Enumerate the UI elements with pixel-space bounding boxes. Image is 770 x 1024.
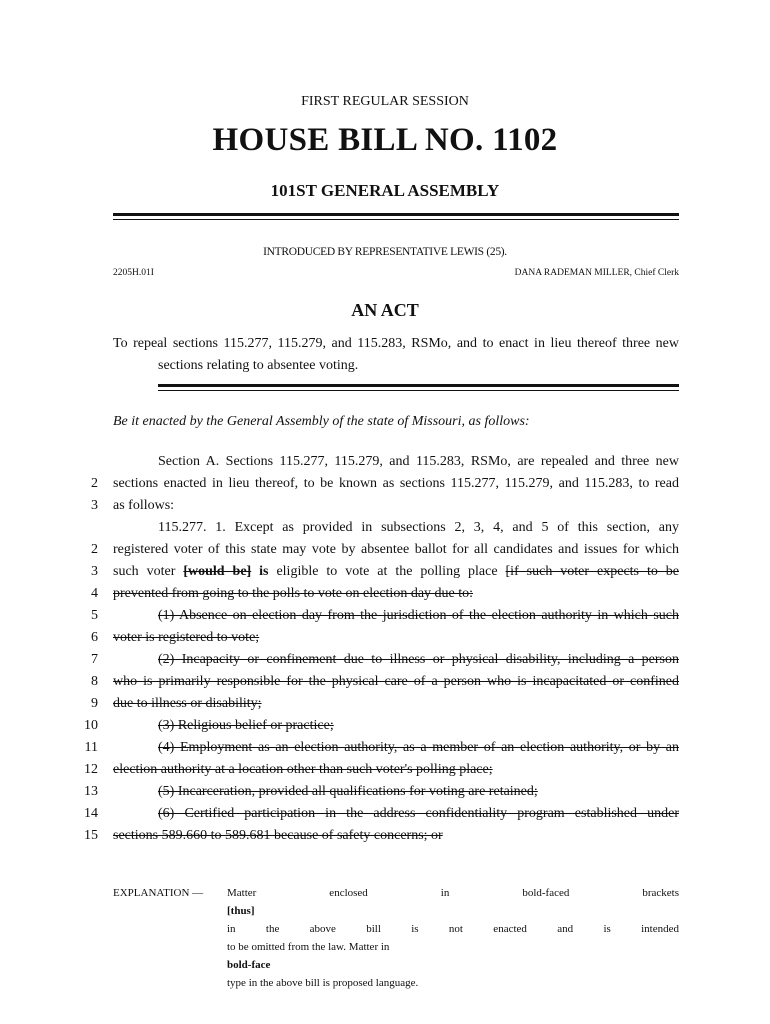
line-text: as follows: <box>113 498 175 513</box>
struck-line-text: election authority at a location other than such voter's polling place; <box>113 762 493 777</box>
text-segment: eligible to vote at the polling place <box>268 564 506 579</box>
line-number: 11 <box>84 740 98 755</box>
bill-line <box>0 737 770 759</box>
line-number: 3 <box>91 564 98 579</box>
line-number: 4 <box>91 586 98 601</box>
explanation-label: EXPLANATION — <box>113 887 204 899</box>
struck-line-text: (5) Incarceration, provided all qualifications for voting are retained; <box>158 784 538 799</box>
bill-line <box>0 583 770 605</box>
bill-line <box>0 649 770 671</box>
struck-line-text: who is primarily responsible for the physical care of a person who is incapacitated or confined <box>113 674 679 689</box>
act-title-line: To repeal sections 115.277, 115.279, and 115.283, RSMo, and to enact in lieu thereof three new <box>113 336 679 351</box>
bill-line <box>0 803 770 825</box>
line-number: 15 <box>84 828 98 843</box>
bill-number-title: HOUSE BILL NO. 1102 <box>212 122 558 158</box>
line-number: 8 <box>91 674 98 689</box>
bold-insertion: is <box>251 564 269 579</box>
line-text: registered voter of this state may vote by absentee ballot for all candidates and issues for which <box>113 542 679 557</box>
struck-line-text: (3) Religious belief or practice; <box>158 718 334 733</box>
struck-line-text: (2) Incapacity or confinement due to illness or physical disability, including a person <box>158 652 679 667</box>
act-title <box>113 333 679 377</box>
line-number: 9 <box>91 696 98 711</box>
struck-line-text: due to illness or disability; <box>113 696 262 711</box>
bill-line <box>0 451 770 473</box>
bill-line <box>0 495 770 517</box>
line-number: 13 <box>84 784 98 799</box>
header-rule-thick <box>113 213 679 216</box>
session-label: FIRST REGULAR SESSION <box>301 94 469 109</box>
bill-line <box>0 539 770 561</box>
line-text-mixed <box>113 561 679 583</box>
text-segment: type in the above bill is proposed language. <box>227 977 419 989</box>
bill-line <box>0 781 770 803</box>
enacting-clause: Be it enacted by the General Assembly of the state of Missouri, as follows: <box>113 414 530 429</box>
line-number: 3 <box>91 498 98 513</box>
line-text: 115.277. 1. Except as provided in subsections 2, 3, 4, and 5 of this section, any <box>158 520 679 535</box>
line-number: 6 <box>91 630 98 645</box>
line-number: 5 <box>91 608 98 623</box>
struck-text: [if such voter expects to be <box>505 564 679 579</box>
bill-line <box>0 561 770 583</box>
text-segment: such voter <box>113 564 184 579</box>
struck-line-text: (1) Absence on election day from the jurisdiction of the election authority in which such <box>158 608 679 623</box>
introduced-by: INTRODUCED BY REPRESENTATIVE LEWIS (25). <box>263 246 507 258</box>
line-text: sections enacted in lieu thereof, to be known as sections 115.277, 115.279, and 115.283, to read <box>113 476 679 491</box>
bill-line <box>0 517 770 539</box>
bracketed-deletion: [would be] <box>183 564 252 579</box>
line-number: 14 <box>84 806 98 821</box>
bold-face-example: bold-face <box>227 959 271 971</box>
chief-clerk: DANA RADEMAN MILLER, Chief Clerk <box>514 268 679 278</box>
bill-line <box>0 671 770 693</box>
header-rule-thin <box>113 219 679 220</box>
line-number: 7 <box>91 652 98 667</box>
document-code: 2205H.01I <box>113 268 154 278</box>
explanation-text <box>227 884 679 992</box>
line-number: 12 <box>84 762 98 777</box>
line-number: 2 <box>91 542 98 557</box>
act-title-line: sections relating to absentee voting. <box>158 358 359 373</box>
struck-line-text: prevented from going to the polls to vote on election day due to: <box>113 586 474 601</box>
text-segment: in the above bill is not enacted and is intended <box>227 923 679 935</box>
line-text: Section A. Sections 115.277, 115.279, and 115.283, RSMo, are repealed and three new <box>158 454 679 469</box>
struck-line-text: (6) Certified participation in the address confidentiality program established under <box>158 806 679 821</box>
struck-line-text: sections 589.660 to 589.681 because of safety concerns; or <box>113 828 443 843</box>
bill-body <box>0 451 770 847</box>
struck-line-text: voter is registered to vote; <box>113 630 260 645</box>
title-rule-thin <box>158 390 679 391</box>
assembly-label: 101ST GENERAL ASSEMBLY <box>270 181 500 200</box>
struck-line-text: (4) Employment as an election authority, as a member of an election authority, or by an <box>158 740 679 755</box>
bill-line <box>0 825 770 847</box>
bill-line <box>0 605 770 627</box>
bill-line <box>0 473 770 495</box>
text-segment: to be omitted from the law. Matter in <box>227 941 390 953</box>
line-number: 10 <box>84 718 98 733</box>
explanation-line <box>227 938 679 992</box>
text-segment: Matter enclosed in bold-faced brackets <box>227 887 679 899</box>
title-rule-thick <box>158 384 679 387</box>
bill-line <box>0 715 770 737</box>
bill-line <box>0 693 770 715</box>
bill-line <box>0 759 770 781</box>
line-number: 2 <box>91 476 98 491</box>
bill-line <box>0 627 770 649</box>
bracket-example: [thus] <box>227 905 255 917</box>
act-heading: AN ACT <box>351 300 419 320</box>
explanation-line <box>227 884 679 938</box>
